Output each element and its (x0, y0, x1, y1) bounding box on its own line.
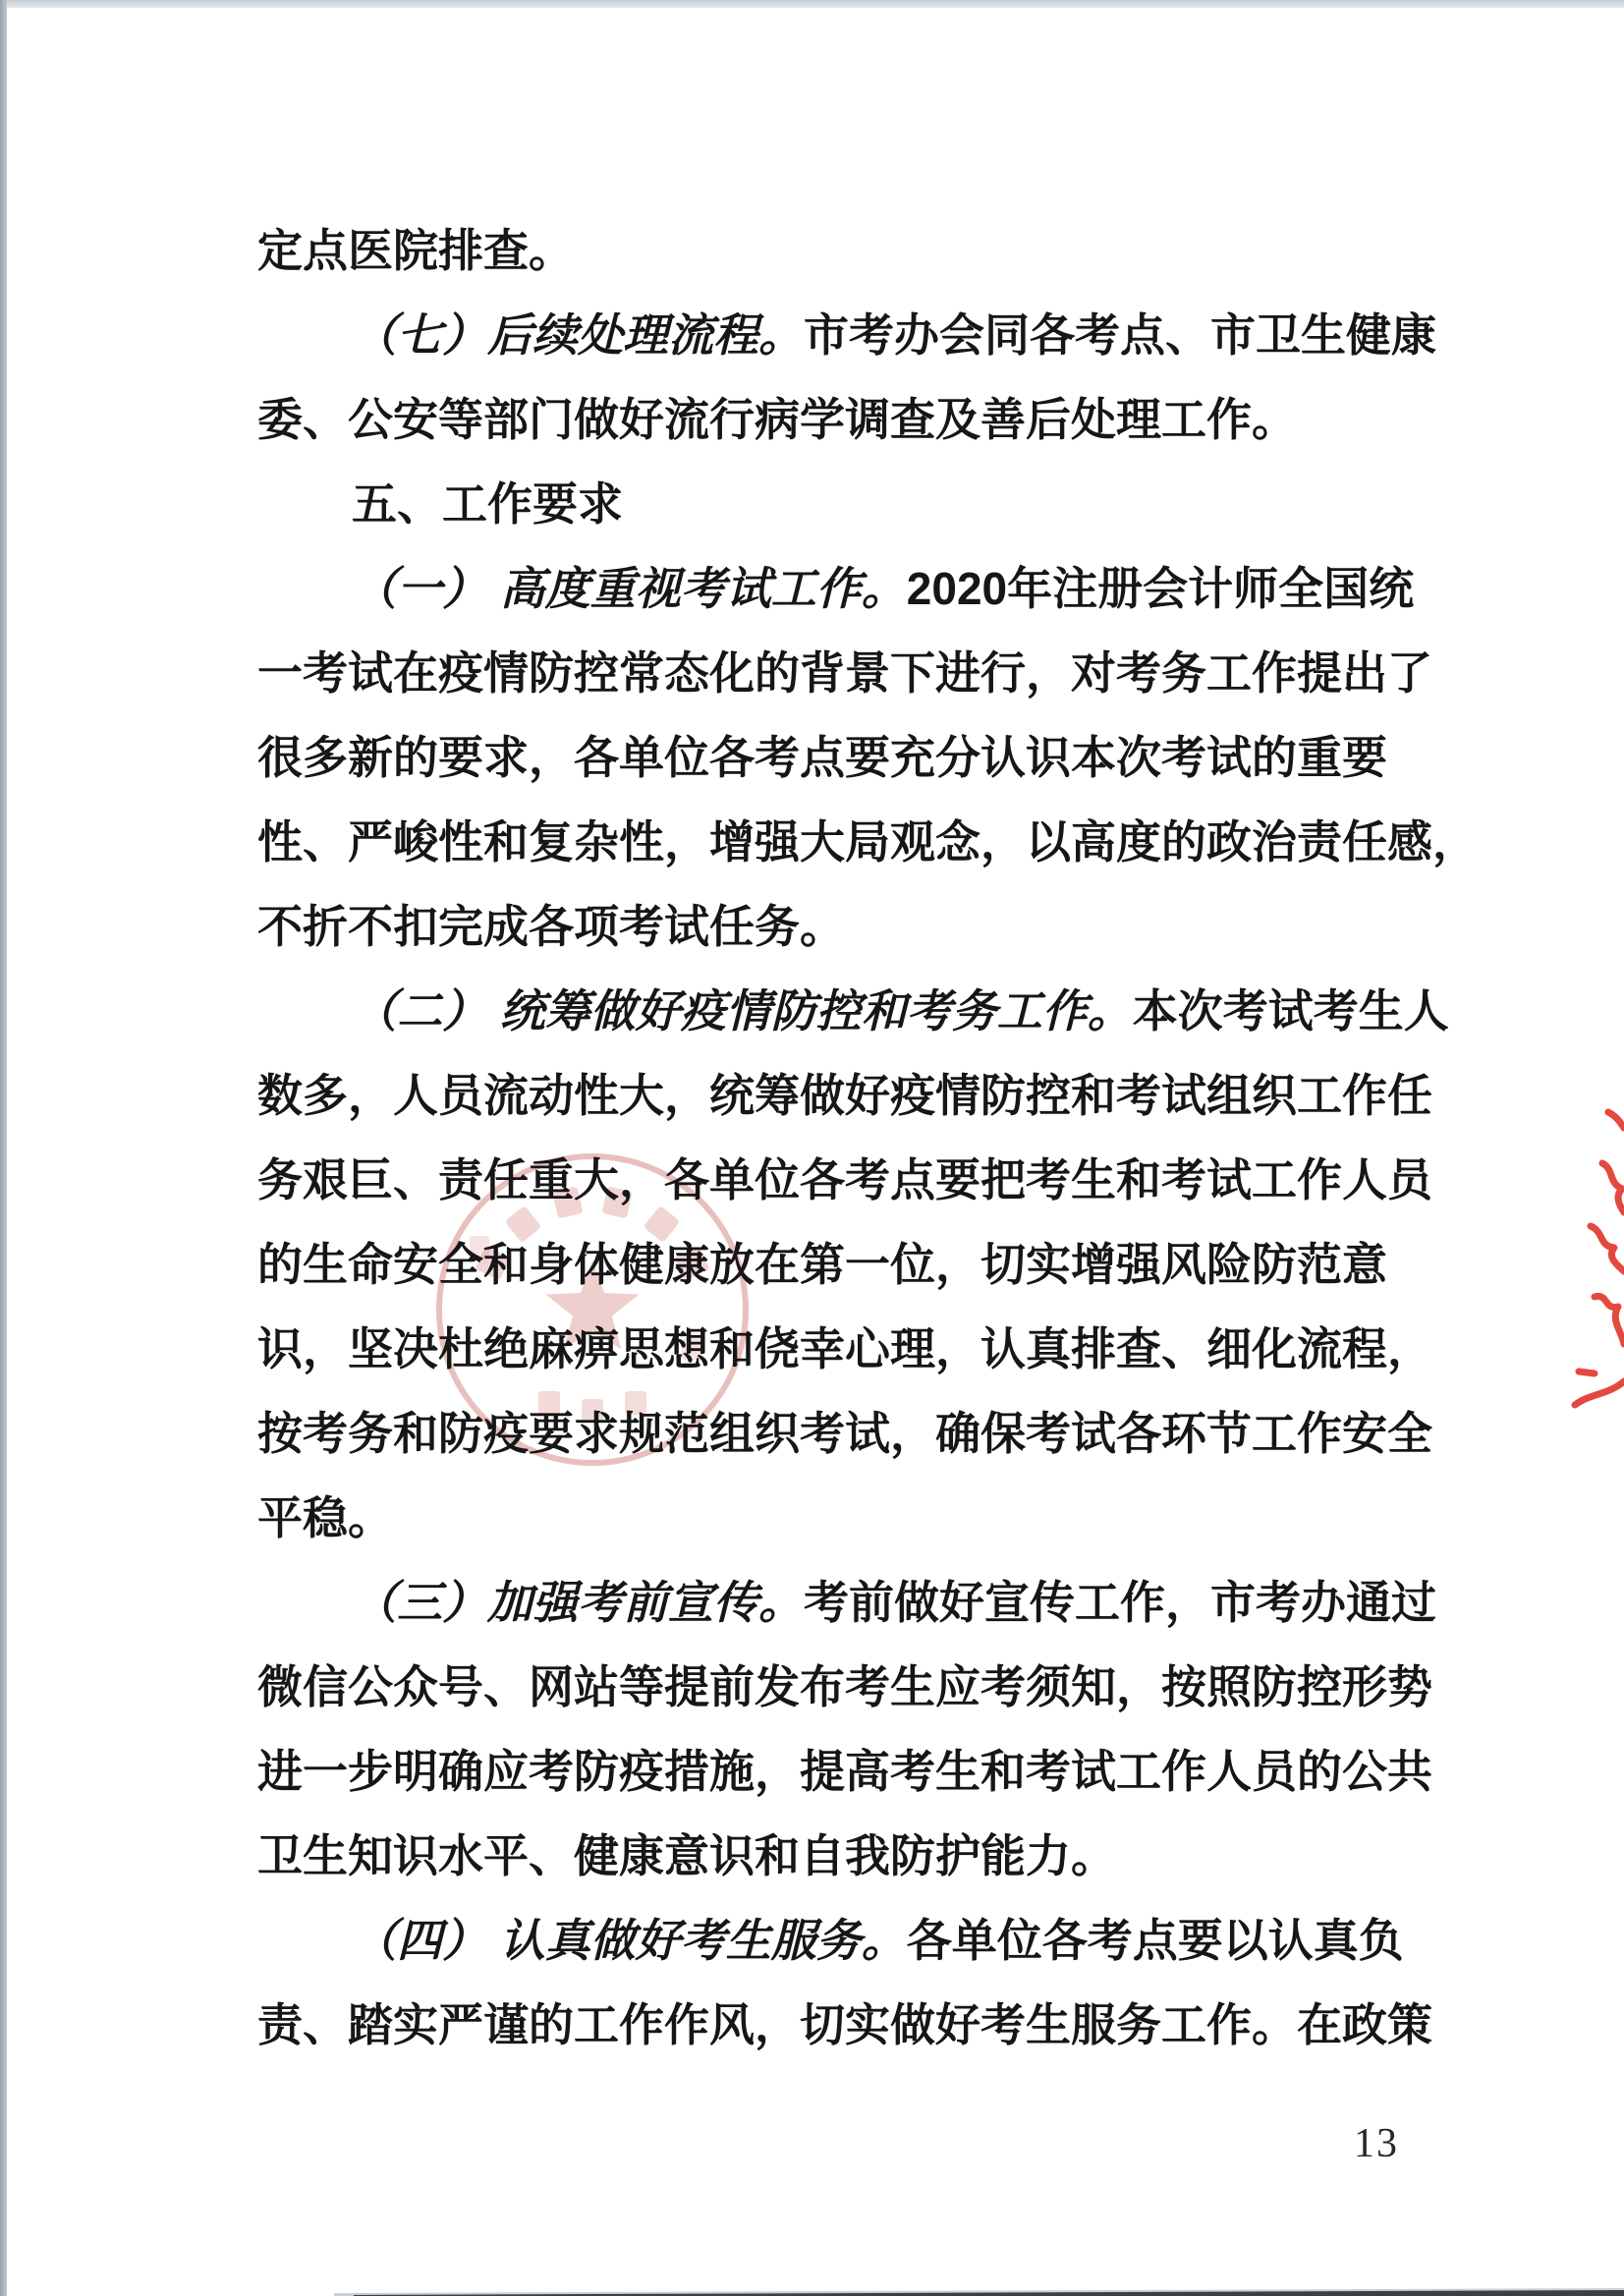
text-line: （三）加强考前宣传。考前做好宣传工作，市考办通过 (352, 1577, 1436, 1628)
text-line: 一考试在疫情防控常态化的背景下进行，对考务工作提出了 (257, 647, 1432, 699)
text-line: 责、踏实严谨的工作作风，切实做好考生服务工作。在政策 (257, 1999, 1432, 2050)
text-line: 识，坚决杜绝麻痹思想和侥幸心理，认真排查、细化流程， (257, 1323, 1432, 1374)
ink-stroke (1595, 1296, 1624, 1344)
ink-stroke (1579, 1372, 1595, 1373)
text-line: （一） 高度重视考试工作。2020年注册会计师全国统 (352, 563, 1415, 614)
text-line: 委、公安等部门做好流行病学调查及善后处理工作。 (257, 394, 1297, 445)
text-line: 不折不扣完成各项考试任务。 (257, 901, 845, 952)
scan-edge-left (0, 0, 7, 2296)
document-text-block (257, 208, 1495, 2067)
text-line: 性、严峻性和复杂性，增强大局观念，以高度的政治责任感， (257, 816, 1478, 868)
text-line section-heading: 五、工作要求 (352, 478, 623, 530)
page-number: 13 (1354, 2121, 1399, 2166)
scan-edge-top (0, 0, 1624, 8)
text-line: 卫生知识水平、健康意识和自我防护能力。 (257, 1830, 1116, 1881)
text-line: 数多，人员流动性大，统筹做好疫情防控和考试组织工作任 (257, 1070, 1432, 1121)
text-line: （四） 认真做好考生服务。各单位各考点要以认真负 (352, 1915, 1404, 1966)
text-line: 微信公众号、网站等提前发布考生应考须知，按照防控形势 (257, 1661, 1432, 1712)
text-line: 定点医院排查。 (257, 225, 574, 276)
ink-stroke (1602, 1163, 1624, 1212)
text-line: （七）后续处理流程。市考办会同各考点、市卫生健康 (352, 309, 1436, 361)
text-line: 按考务和防疫要求规范组织考试，确保考试各环节工作安全 (257, 1408, 1432, 1459)
red-ink-handwriting (1565, 1098, 1624, 1423)
ink-stroke (1575, 1381, 1624, 1405)
ink-stroke (1591, 1226, 1624, 1271)
ink-stroke (1608, 1112, 1624, 1128)
text-line: 进一步明确应考防疫措施，提高考生和考试工作人员的公共 (257, 1746, 1432, 1797)
text-line: （二） 统筹做好疫情防控和考务工作。本次考试考生人 (352, 985, 1449, 1036)
text-line: 的生命安全和身体健康放在第一位，切实增强风险防范意 (257, 1239, 1387, 1290)
text-line: 很多新的要求，各单位各考点要充分认识本次考试的重要 (257, 732, 1387, 783)
text-line: 平稳。 (257, 1492, 393, 1543)
text-line: 务艰巨、责任重大，各单位各考点要把考生和考试工作人员 (257, 1154, 1432, 1205)
